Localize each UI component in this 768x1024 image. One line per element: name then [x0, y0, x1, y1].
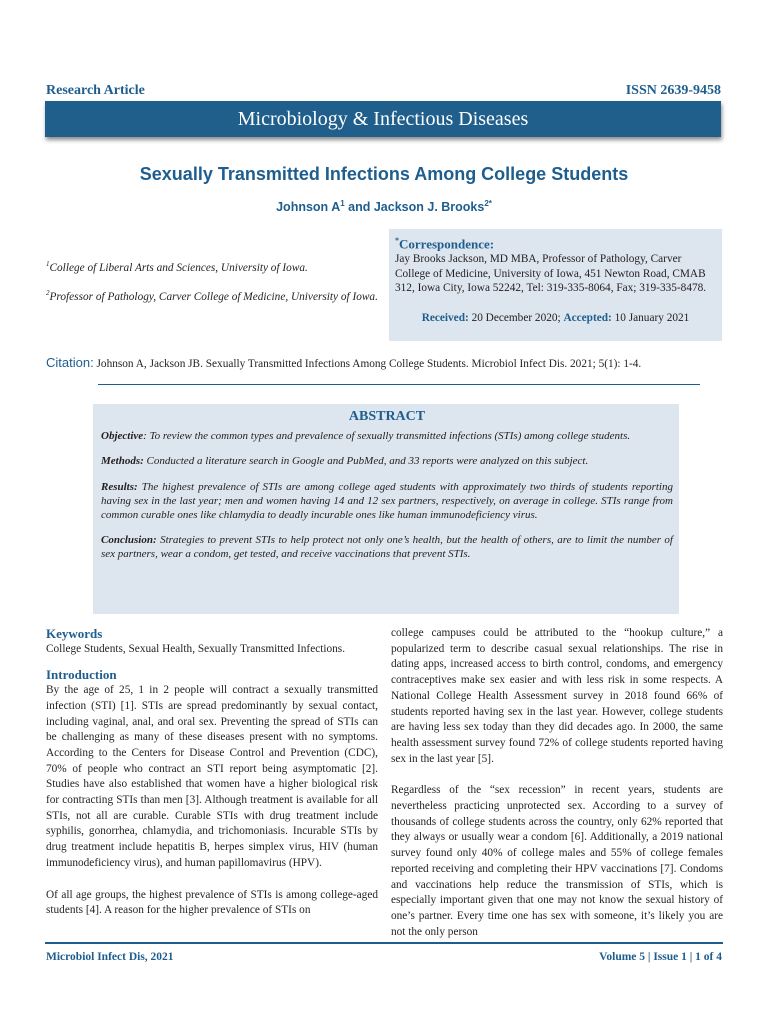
abstract-methods: [101, 455, 673, 469]
methods-label: Methods:: [101, 455, 144, 468]
correspondence-body: Jay Brooks Jackson, MD MBA, Professor of Pathology, Carver College of Medicine, University of Iowa, 451 Newton Road, CMAB 312, Iowa City, Iowa 52242, Tel: 319-335-8064, Fax; 319-335-8478.: [395, 253, 707, 295]
abstract-results: [101, 481, 673, 522]
abstract-objective: [101, 430, 673, 444]
abstract-conclusion: [101, 534, 673, 561]
introduction-heading: Introduction: [46, 667, 117, 683]
affiliation-1-mark: 1: [46, 260, 50, 268]
author-1-affil-mark: 1: [340, 199, 345, 208]
citation-label: Citation:: [46, 355, 94, 370]
author-1: Johnson A: [276, 200, 341, 215]
correspondence-box: [389, 229, 722, 341]
affiliation-1-text: College of Liberal Arts and Sciences, University of Iowa.: [49, 261, 308, 274]
citation-divider: [98, 384, 700, 385]
footer-journal: Microbiol Infect Dis, 2021: [46, 951, 174, 963]
author-2-affil-mark: 2*: [484, 199, 492, 208]
abstract-box: [93, 404, 679, 614]
methods-text: Conducted a literature search in Google and PubMed, and 33 reports were analyzed on this subject.: [143, 455, 589, 468]
paper-title: Sexually Transmitted Infections Among College Students: [139, 164, 629, 184]
received-date: 20 December 2020: [471, 311, 558, 324]
affiliation-2-mark: 2: [46, 289, 50, 297]
article-type-label: Research Article: [46, 83, 145, 98]
correspondence-title: Correspondence:: [399, 236, 495, 252]
left-column: [46, 626, 378, 919]
keywords-heading: Keywords: [46, 626, 103, 641]
affiliation-1: [46, 257, 380, 275]
abstract-title: ABSTRACT: [348, 409, 426, 424]
results-text: The highest prevalence of STIs are among college aged students with approximately two thirds of students reporting having sex in the last year; men and women having 14 and 12 sex partners, respectively, on average in college. STIs range from common curable ones like chlamydia to deadly incurable ones like human immunodeficiency virus.: [101, 481, 673, 521]
citation: [46, 355, 726, 370]
citation-text: Johnson A, Jackson JB. Sexually Transmitted Infections Among College Students. Microbiol Infect Dis. 2021; 5(1): 1-4.: [96, 358, 642, 370]
objective-text: : To review the common types and prevalence of sexually transmitted infections (STIs) among college students.: [143, 429, 631, 442]
conclusion-text: Strategies to prevent STIs to help protect not only one’s health, but the health of others, are to limit the number of sex partners, wear a condom, get tested, and receive vaccinations that prevent STIs.: [101, 534, 673, 560]
journal-name: Microbiology & Infectious Diseases: [237, 107, 529, 130]
affiliation-2: [46, 286, 380, 304]
correspondence-heading: [395, 233, 716, 252]
accepted-date: 10 January 2021: [614, 311, 690, 324]
received-label: Received:: [421, 311, 469, 324]
footer-divider: [45, 942, 723, 944]
author-2: Jackson J. Brooks: [373, 200, 485, 215]
right-paragraph-2: Regardless of the “sex recession” in recent years, students are nevertheless practicing unprotected sex. According to a survey of thousands of college students across the country, only 62% reported that they always or usually wear a condom [6]. Additionally, a 2019 national survey found only 40% of college males and 55% of college females reported receiving and completing their HPV vaccinations [7]. Condoms and vaccinations help reduce the transmission of STIs, which is especially important given that one may not know the sexual history of one’s partner. Every time one has sex with someone, it’s likely you are not the only person: [391, 784, 723, 938]
affiliation-2-text: Professor of Pathology, Carver College of Medicine, University of Iowa.: [49, 290, 378, 303]
objective-label: Objective: [101, 429, 144, 442]
journal-banner: [45, 101, 721, 137]
author-joiner: and: [344, 200, 374, 215]
correspondence-dates: Received: 20 December 2020; Accepted: 10 January 2021: [421, 311, 690, 324]
right-paragraph-1: college campuses could be attributed to the “hookup culture,” a popularized term to describe casual sexual relationships. The rise in dating apps, increased access to birth control, condoms, and emergency contraceptives make sex easier and with less risk in some respects. A National College Health Assessment survey in 2018 found 66% of students reported having sex in the last year. However, college students are having less sex today than they did decades ago. In 2000, the same health assessment survey found 72% of college students reported having sex in the last year [5].: [391, 627, 723, 765]
correspondence-mark: *: [395, 236, 399, 245]
footer-volume: Volume 5 | Issue 1 | 1 of 4: [599, 951, 722, 963]
introduction-paragraph-2: Of all age groups, the highest prevalence of STIs is among college-aged students [4]. A reason for the higher prevalence of STIs on: [46, 888, 378, 917]
keywords-text: College Students, Sexual Health, Sexually Transmitted Infections.: [46, 642, 346, 655]
issn-label: ISSN 2639-9458: [625, 83, 721, 98]
conclusion-label: Conclusion:: [101, 534, 157, 547]
author-line: [0, 199, 768, 214]
right-column: [391, 626, 723, 940]
accepted-label: Accepted:: [563, 311, 612, 324]
results-label: Results:: [101, 481, 138, 494]
introduction-paragraph-1: By the age of 25, 1 in 2 people will contract a sexually transmitted infection (STI) [1]. STIs are spread predominantly by sexual contact, including vaginal, anal, and oral sex. Preventing the spread of STIs can be challenging as many of these diseases present with no symptoms. According to the Centers for Disease Control and Prevention (CDC), 70% of people who contract an STI report being asymptomatic [2]. Studies have also established that women have a higher biological risk for contracting STIs than men [3]. Although treatment is available for all STIs, not all are curable. Curable STIs with drug treatment include syphilis, gonorrhea, chlamydia, and trichomoniasis. Incurable STIs by drug treatment include hepatitis B, herpes simplex virus, HIV (human immunodeficiency virus), and human papillomavirus (HPV).: [46, 684, 378, 869]
